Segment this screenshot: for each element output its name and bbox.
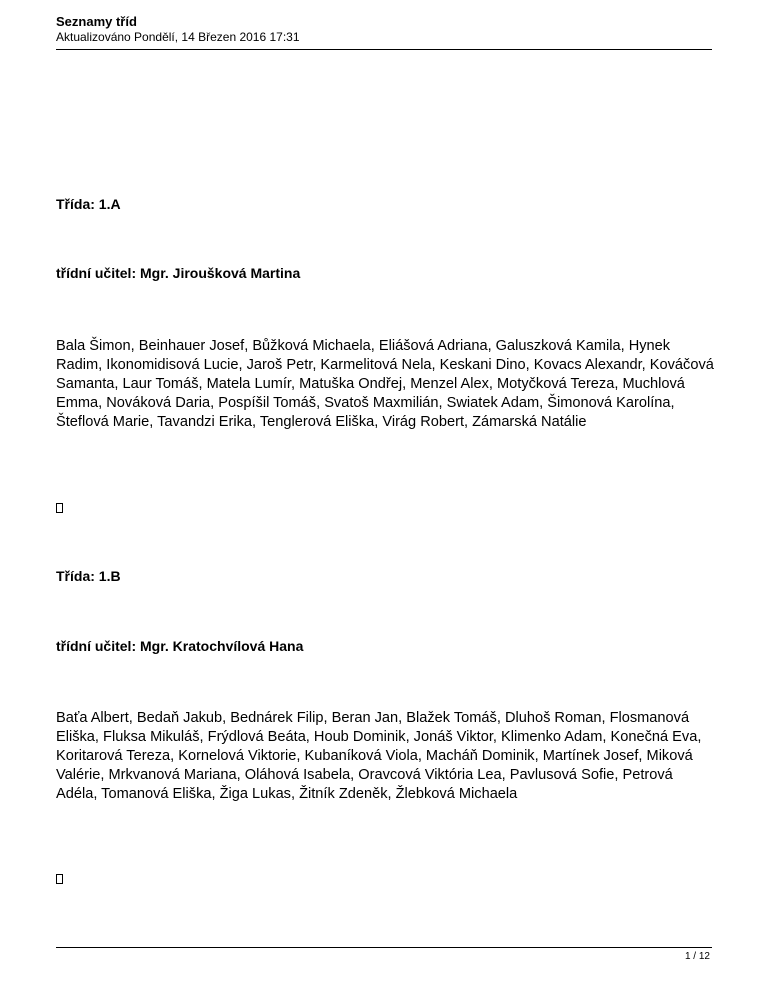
page-number: 1 / 12 xyxy=(684,951,710,962)
student-list-1a xyxy=(56,337,716,432)
updated-timestamp: Aktualizováno Pondělí, 14 Březen 2016 17:31 xyxy=(56,30,300,44)
class-teacher-1b xyxy=(56,638,716,655)
class-teacher: třídní učitel: Mgr. Kratochvílová Hana xyxy=(56,638,304,654)
header-divider xyxy=(56,49,712,50)
class-heading: Třída: 1.A xyxy=(56,196,121,212)
class-teacher: třídní učitel: Mgr. Jiroušková Martina xyxy=(56,265,301,281)
class-section-1a xyxy=(56,196,716,213)
class-heading: Třída: 1.B xyxy=(56,568,121,584)
student-list-1b xyxy=(56,709,716,804)
student-list: Baťa Albert, Bedaň Jakub, Bednárek Filip, Beran Jan, Blažek Tomáš, Dluhoš Roman, Flosmanová Eliška, Fluksa Mikuláš, Frýdlová Beáta, Houb Dominik, Jonáš Viktor, Klimenko Adam, Konečná Eva, Koritarová Tereza, Kornelová Viktorie, Kubaníková Viola, Macháň Dominik, Martínek Josef, Miková Valérie, Mrkvanová Mariana, Oláhová Isabela, Oravcová Viktória Lea, Pavlusová Sofie, Petrová Adéla, Tomanová Eliška, Žiga Lukas, Žitník Zdeněk, Žlebková Michaela xyxy=(56,710,702,802)
missing-glyph-icon xyxy=(56,874,63,884)
class-section-1b xyxy=(56,568,716,585)
missing-glyph-1b xyxy=(56,871,716,889)
student-list: Bala Šimon, Beinhauer Josef, Bůžková Michaela, Eliášová Adriana, Galuszková Kamila, Hynek Radim, Ikonomidisová Lucie, Jaroš Petr, Karmelitová Nela, Keskani Dino, Kovacs Alexandr, Kováčová Samanta, Laur Tomáš, Matela Lumír, Matuška Ondřej, Menzel Alex, Motyčková Tereza, Muchlová Emma, Nováková Daria, Pospíšil Tomáš, Svatoš Maxmilián, Swiatek Adam, Šimonová Karolína, Šteflová Marie, Tavandzi Erika, Tenglerová Eliška, Virág Robert, Zámarská Natálie xyxy=(56,338,714,430)
document-header xyxy=(56,14,712,44)
class-teacher-1a xyxy=(56,265,716,282)
footer-divider xyxy=(56,947,712,948)
document-title: Seznamy tříd xyxy=(56,14,137,29)
missing-glyph-icon xyxy=(56,503,63,513)
missing-glyph-1a xyxy=(56,500,716,518)
